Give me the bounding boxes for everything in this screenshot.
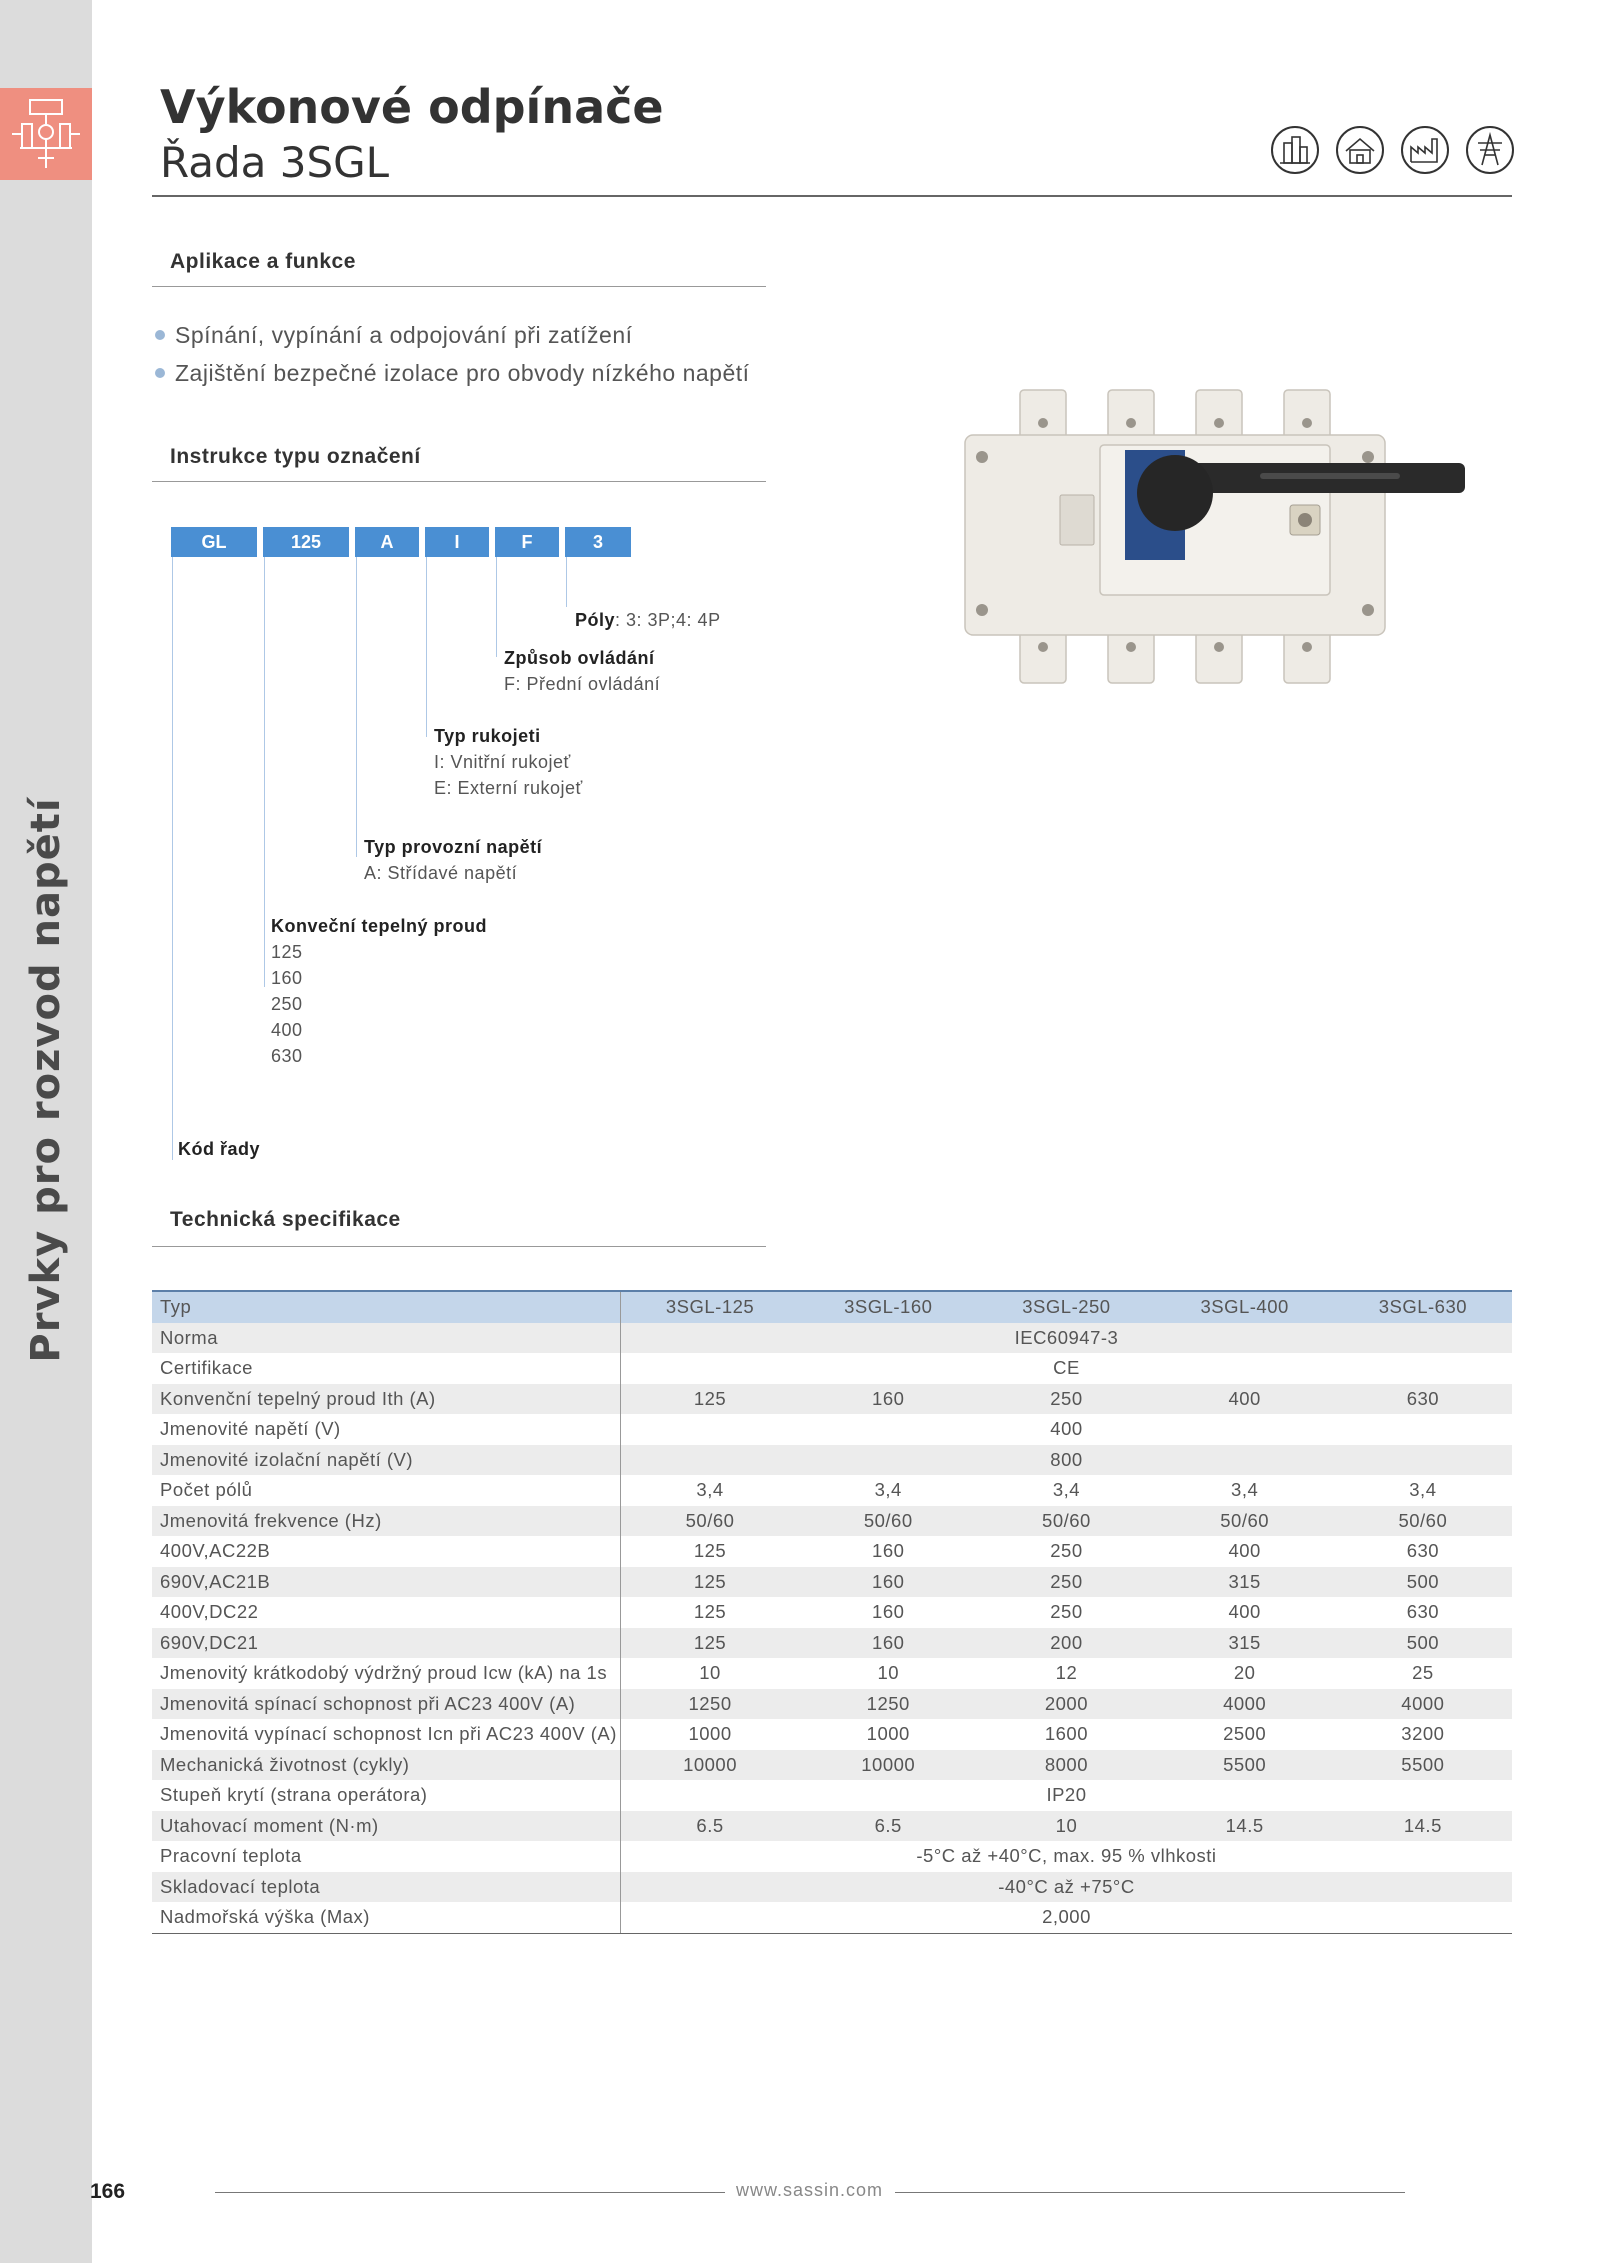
row-value: 50/60	[799, 1506, 977, 1537]
row-value-span: IEC60947-3	[620, 1323, 1512, 1354]
row-value: 6.5	[620, 1811, 799, 1842]
connector-line	[356, 557, 357, 857]
row-label: Jmenovité napětí (V)	[152, 1414, 620, 1445]
row-label: Jmenovité izolační napětí (V)	[152, 1445, 620, 1476]
code-poles: 3	[565, 527, 631, 557]
row-value: 630	[1334, 1384, 1512, 1415]
row-value: 250	[1050, 1540, 1083, 1562]
row-value: 2000	[977, 1689, 1155, 1720]
table-row	[152, 1902, 1512, 1933]
designation-heading: Instrukce typu označení	[170, 445, 421, 468]
table-row	[152, 1628, 1512, 1659]
row-value: 3,4	[696, 1479, 724, 1501]
page-title: Výkonové odpínače	[160, 80, 664, 134]
legend-current-value: 125	[271, 942, 303, 962]
row-value-span: -40°C až +75°C	[620, 1872, 1512, 1903]
row-value: 1000	[688, 1723, 732, 1745]
header-cell: 3SGL-400	[1156, 1291, 1334, 1323]
list-item: Zajištění bezpečné izolace pro obvody nízkého napětí	[155, 354, 750, 392]
row-value: 160	[872, 1601, 905, 1623]
row-value-span: -5°C až +40°C, max. 95 % vlhkosti	[916, 1845, 1217, 1867]
title-divider	[152, 195, 1512, 197]
legend-handle-value: I: Vnitřní rukojeť	[434, 752, 571, 772]
footer-url: www.sassin.com	[736, 2180, 884, 2200]
connector-line	[496, 557, 497, 657]
legend-operation-label: Způsob ovládání	[504, 648, 655, 668]
footer-divider-left	[215, 2192, 725, 2193]
row-value: 6.5	[799, 1811, 977, 1842]
row-value: 3,4	[1231, 1479, 1259, 1501]
header-cell: 3SGL-630	[1334, 1291, 1512, 1323]
row-value: 1000	[866, 1723, 910, 1745]
table-row	[152, 1567, 1512, 1598]
row-label: Utahovací moment (N·m)	[152, 1811, 620, 1842]
table-row	[152, 1780, 1512, 1811]
page-number: 166	[90, 2180, 126, 2203]
row-value: 10000	[620, 1750, 799, 1781]
connector-line	[172, 557, 173, 1160]
row-label: 690V,AC21B	[152, 1567, 620, 1598]
row-label: Norma	[152, 1323, 620, 1354]
row-value: 160	[799, 1628, 977, 1659]
row-value: 10000	[799, 1750, 977, 1781]
row-value: 3200	[1401, 1723, 1445, 1745]
legend-voltage-label: Typ provozní napětí	[364, 837, 543, 857]
row-value-span: 400	[1050, 1418, 1083, 1440]
row-value: 250	[977, 1567, 1155, 1598]
table-row	[152, 1384, 1512, 1415]
spec-table	[152, 1290, 1512, 1934]
legend-current	[271, 913, 487, 1069]
legend-operation	[504, 645, 660, 697]
connector-line	[426, 557, 427, 737]
row-value: 10	[699, 1662, 721, 1684]
header-cell: 3SGL-160	[799, 1291, 977, 1323]
sidebar-vertical-title: Prvky pro rozvod napětí	[23, 797, 69, 1363]
code-voltage: A	[355, 527, 419, 557]
designation-divider	[152, 481, 766, 482]
row-value: 8000	[977, 1750, 1155, 1781]
legend-current-value: 630	[271, 1046, 303, 1066]
row-value: 14.5	[1156, 1811, 1334, 1842]
application-icons	[1270, 125, 1515, 175]
row-value: 250	[1050, 1601, 1083, 1623]
legend-voltage	[364, 834, 542, 886]
row-value: 50/60	[620, 1506, 799, 1537]
applications-list	[155, 316, 750, 392]
header-cell: 3SGL-250	[977, 1291, 1155, 1323]
row-value: 125	[620, 1567, 799, 1598]
row-label: Konvenční tepelný proud Ith (A)	[152, 1384, 620, 1415]
row-value: 50/60	[977, 1506, 1155, 1537]
row-value: 10	[877, 1662, 900, 1684]
row-label: Jmenovitý krátkodobý výdržný proud Icw (kA) na 1s	[152, 1658, 620, 1689]
connector-line	[264, 557, 265, 987]
legend-current-label: Konveční tepelný proud	[271, 916, 488, 936]
table-header-row	[152, 1291, 1512, 1323]
spec-divider	[152, 1246, 766, 1247]
row-value: 4000	[1156, 1689, 1334, 1720]
row-label: Počet pólů	[152, 1475, 620, 1506]
row-value: 50/60	[1334, 1506, 1512, 1537]
row-value: 400	[1228, 1540, 1261, 1562]
row-value: 5500	[1156, 1750, 1334, 1781]
code-current: 125	[263, 527, 349, 557]
legend-series-label: Kód řady	[178, 1139, 261, 1159]
legend-current-value: 160	[271, 968, 303, 988]
row-value: 10	[977, 1811, 1155, 1842]
table-row	[152, 1414, 1512, 1445]
row-value: 400	[1228, 1601, 1261, 1623]
row-value: 315	[1156, 1567, 1334, 1598]
row-value: 315	[1156, 1628, 1334, 1659]
footer-divider-right	[895, 2192, 1405, 2193]
page-subtitle: Řada 3SGL	[160, 138, 390, 187]
row-value: 500	[1334, 1567, 1512, 1598]
row-label: Skladovací teplota	[152, 1872, 620, 1903]
row-label: Certifikace	[152, 1353, 620, 1384]
table-row	[152, 1658, 1512, 1689]
product-photo	[960, 385, 1470, 695]
spec-table-body	[152, 1291, 1512, 1933]
row-value: 1250	[620, 1689, 799, 1720]
legend-handle	[434, 723, 583, 801]
applications-heading: Aplikace a funkce	[170, 250, 356, 273]
connector-line	[566, 557, 567, 607]
switch-logo-icon	[0, 88, 92, 180]
code-series: GL	[171, 527, 257, 557]
row-value: 160	[799, 1567, 977, 1598]
row-label: 690V,DC21	[152, 1628, 620, 1659]
table-row	[152, 1841, 1512, 1872]
row-label: Mechanická životnost (cykly)	[152, 1750, 620, 1781]
row-value: 160	[872, 1540, 905, 1562]
row-value: 500	[1334, 1628, 1512, 1659]
table-row	[152, 1597, 1512, 1628]
table-row	[152, 1811, 1512, 1842]
table-row	[152, 1506, 1512, 1537]
header-cell-label: Typ	[152, 1291, 620, 1323]
building-icon	[1270, 125, 1320, 175]
row-value-span: 2,000	[620, 1902, 1512, 1933]
row-value: 25	[1412, 1662, 1434, 1684]
row-value: 2500	[1223, 1723, 1267, 1745]
row-value: 160	[799, 1384, 977, 1415]
legend-current-value: 400	[271, 1020, 303, 1040]
table-row	[152, 1872, 1512, 1903]
applications-divider	[152, 286, 766, 287]
row-value: 1250	[799, 1689, 977, 1720]
table-row	[152, 1445, 1512, 1476]
row-value: 20	[1233, 1662, 1256, 1684]
row-value: 50/60	[1156, 1506, 1334, 1537]
row-value: 125	[693, 1540, 727, 1562]
row-value: 125	[620, 1628, 799, 1659]
table-row	[152, 1750, 1512, 1781]
legend-poles-label: Póly	[575, 610, 616, 630]
row-value-span: CE	[1053, 1357, 1080, 1379]
table-row	[152, 1353, 1512, 1384]
legend-handle-value: E: Externí rukojeť	[434, 778, 583, 798]
legend-current-value: 250	[271, 994, 303, 1014]
row-value: 630	[1406, 1540, 1440, 1562]
list-item: Spínání, vypínání a odpojování při zatížení	[155, 316, 750, 354]
table-row	[152, 1536, 1512, 1567]
row-label: Jmenovitá spínací schopnost při AC23 400V (A)	[152, 1689, 620, 1720]
code-handle: I	[425, 527, 489, 557]
row-value: 630	[1406, 1601, 1440, 1623]
factory-icon	[1400, 125, 1450, 175]
legend-series	[178, 1136, 260, 1162]
row-value: 400	[1156, 1384, 1334, 1415]
code-operation: F	[495, 527, 559, 557]
row-value: 3,4	[1052, 1479, 1081, 1501]
row-label: Nadmořská výška (Max)	[152, 1902, 620, 1933]
row-value: 5500	[1334, 1750, 1512, 1781]
table-row	[152, 1323, 1512, 1354]
row-value: 1600	[1044, 1723, 1089, 1745]
row-label: 400V,AC22B	[152, 1536, 620, 1567]
table-row	[152, 1719, 1512, 1750]
row-value: 3,4	[1409, 1479, 1437, 1501]
table-row	[152, 1689, 1512, 1720]
legend-operation-value: F: Přední ovládání	[504, 674, 661, 694]
legend-poles	[575, 607, 721, 633]
row-value-span: 800	[620, 1445, 1512, 1476]
table-row	[152, 1475, 1512, 1506]
row-label: Jmenovitá frekvence (Hz)	[152, 1506, 620, 1537]
row-label: Pracovní teplota	[152, 1841, 620, 1872]
row-value: 125	[620, 1384, 799, 1415]
row-label: Jmenovitá vypínací schopnost Icn při AC23 400V (A)	[152, 1719, 620, 1750]
row-value: 250	[977, 1384, 1155, 1415]
legend-voltage-value: A: Střídavé napětí	[364, 863, 518, 883]
row-value: 12	[1055, 1662, 1078, 1684]
row-value-span: IP20	[1046, 1784, 1087, 1806]
legend-poles-value: : 3: 3P;4: 4P	[615, 610, 721, 630]
spec-heading: Technická specifikace	[170, 1208, 401, 1231]
row-label: 400V,DC22	[152, 1597, 620, 1628]
row-value: 4000	[1334, 1689, 1512, 1720]
legend-handle-label: Typ rukojeti	[434, 726, 541, 746]
row-value: 200	[977, 1628, 1155, 1659]
pylon-icon	[1465, 125, 1515, 175]
row-label: Stupeň krytí (strana operátora)	[152, 1780, 620, 1811]
row-value: 14.5	[1334, 1811, 1512, 1842]
row-value: 125	[693, 1601, 727, 1623]
header-cell: 3SGL-125	[620, 1291, 799, 1323]
house-icon	[1335, 125, 1385, 175]
row-value: 3,4	[874, 1479, 902, 1501]
